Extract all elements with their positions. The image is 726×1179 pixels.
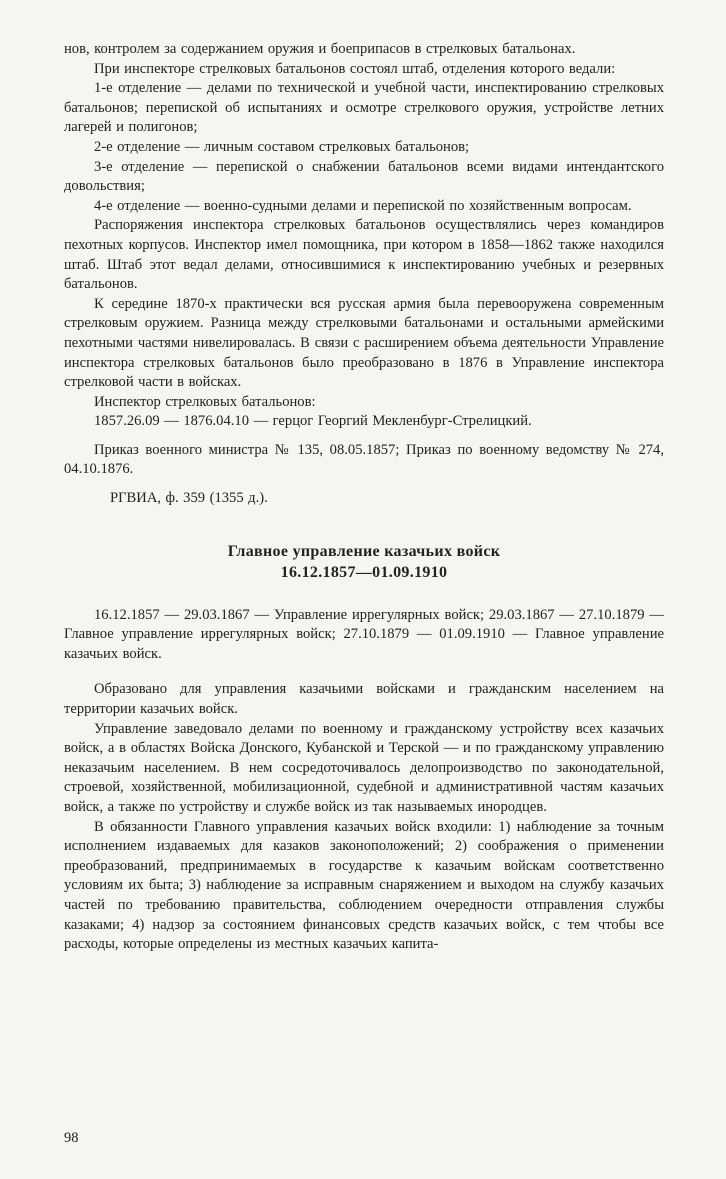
paragraph: В обязанности Главного управления казачьих войск входили: 1) наблюдение за точным исполнением издаваемых для казаков законоположений; 2) соображения о применении преобразований, предпринимаемых в государстве к казачьим войскам соответственно условиям их быта; 3) наблюдение за исправным снаряжением и выходом на службу казачьих частей по требованию правительства, соблюдением очередности отправления службы казаками; 4) надзор за состоянием финансовых средств казачьих войск, с тем чтобы все расходы, которые определены из местных казачьих капита- (64, 818, 664, 953)
paragraph-department-2: 2-е отделение — личным составом стрелковых батальонов; (94, 138, 470, 155)
paragraph-department-1: 1-е отделение — делами по технической и учебной части, инспектированию стрелковых батальонов; перепиской об испытаниях и осмотре стрелкового оружия, устройстве летних лагерей и полигонов; (64, 80, 664, 136)
orders-reference: Приказ военного министра № 135, 08.05.1857; Приказ по военному ведомству № 274, 04.10.1876. (64, 441, 664, 478)
paragraph-inspectors-label: Инспектор стрелковых батальонов: (94, 393, 316, 410)
paragraph-inspector-entry: 1857.26.09 — 1876.04.10 — герцог Георгий Мекленбург-Стрелицкий. (94, 413, 532, 430)
archive-reference: РГВИА, ф. 359 (1355 д.). (110, 490, 268, 507)
section-dates: 16.12.1857—01.09.1910 (280, 564, 448, 582)
paragraph-department-4: 4-е отделение — военно-судными делами и перепиской по хозяйственным вопросам. (94, 197, 632, 214)
section-title: Главное управление казачьих войск (227, 542, 501, 560)
paragraph: Управление заведовало делами по военному и гражданскому устройству всех казачьих войск, а в областях Войска Донского, Кубанской и Терской — и по гражданскому управлению неказачьим населением. В нем сосредоточивалось делопроизводство по законодательной, строевой, хозяйственной, мобилизационной, судебной и административной частям казачьих войск, а также по устройству и службе войск из так называемых инородцев. (64, 720, 664, 815)
page-number: 98 (64, 1130, 79, 1146)
paragraph: К середине 1870-х практически вся русская армия была перевооружена современным стрелковым оружием. Разница между стрелковыми батальонами и остальными армейскими пехотными частями нивелировалась. В связи с расширением объема деятельности Управление инспектора стрелковых батальонов было преобразовано в 1876 в Управление инспектора стрелковой части в войсках. (64, 295, 664, 391)
paragraph: При инспекторе стрелковых батальонов состоял штаб, отделения которого ведали: (94, 60, 616, 77)
section-heading (64, 541, 664, 584)
paragraph-renames-history: 16.12.1857 — 29.03.1867 — Управление иррегулярных войск; 29.03.1867 — 27.10.1879 — Главное управление иррегулярных войск; 27.10.1879 — 01.09.1910 — Главное управление казачьих войск. (64, 606, 664, 662)
paragraph: Распоряжения инспектора стрелковых батальонов осуществлялись через командиров пехотных корпусов. Инспектор имел помощника, при котором в 1858—1862 также находился штаб. Штаб этот ведал делами, относившимися к инспектированию учебных и резервных батальонов. (64, 217, 664, 293)
paragraph-continuation: нов, контролем за содержанием оружия и боеприпасов в стрелковых батальонах. (64, 41, 576, 57)
paragraph-department-3: 3-е отделение — перепиской о снабжении батальонов всеми видами интендантского довольствия; (64, 158, 664, 195)
paragraph: Образовано для управления казачьими войсками и гражданским населением на территории казачьих войск. (64, 681, 664, 718)
